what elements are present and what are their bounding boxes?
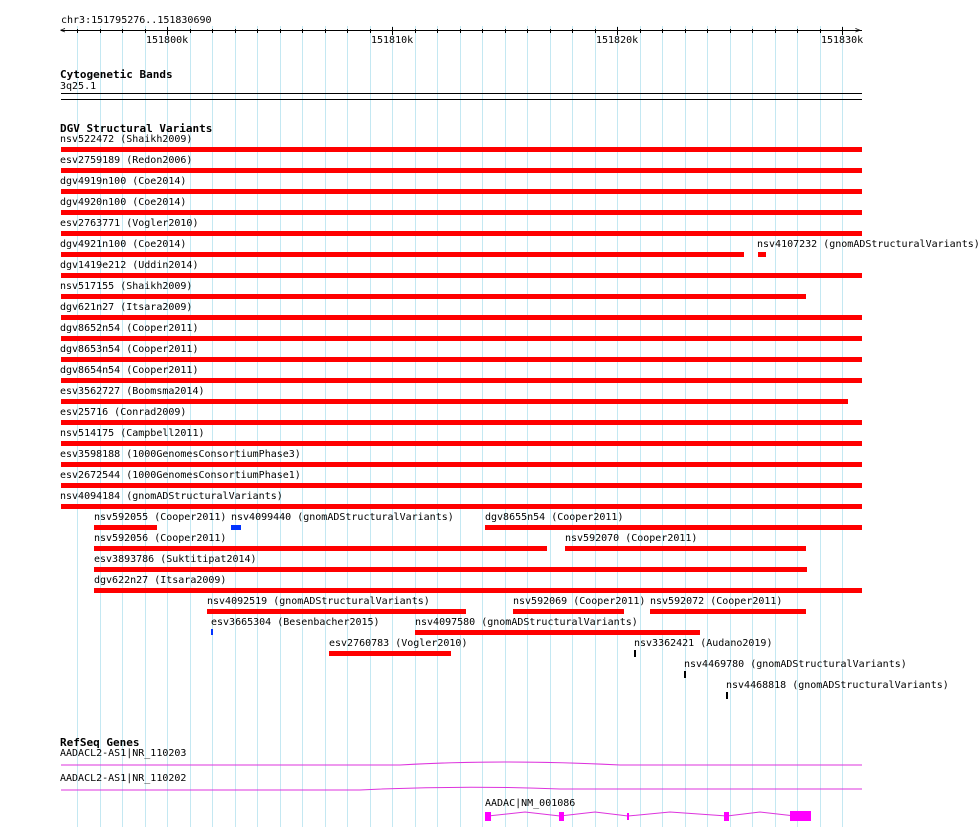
variant-label: nsv514175 (Campbell2011) xyxy=(60,428,205,439)
ruler-minor-tick xyxy=(235,29,236,33)
variant-label: esv3562727 (Boomsma2014) xyxy=(60,386,205,397)
ruler-tick-label: 151830k xyxy=(821,35,864,46)
cytoband-line-top xyxy=(61,93,862,94)
variant-label: nsv4092519 (gnomADStructuralVariants) xyxy=(207,596,430,607)
variant-bar[interactable] xyxy=(565,546,806,551)
ruler-major-tick xyxy=(842,27,843,35)
variant-label: dgv8655n54 (Cooper2011) xyxy=(485,512,624,523)
ruler-minor-tick xyxy=(775,29,776,33)
variant-bar[interactable] xyxy=(61,462,862,467)
variant-label: nsv592056 (Cooper2011) xyxy=(94,533,227,544)
variant-label: nsv517155 (Shaikh2009) xyxy=(60,281,193,292)
ruler-minor-tick xyxy=(640,29,641,33)
ruler-minor-tick xyxy=(370,29,371,33)
variant-label: nsv592069 (Cooper2011) xyxy=(513,596,646,607)
variant-bar[interactable] xyxy=(61,252,744,257)
variant-bar[interactable] xyxy=(758,252,766,257)
ruler-tick-label: 151820k xyxy=(596,35,639,46)
variant-bar[interactable] xyxy=(650,609,806,614)
variant-label: dgv4920n100 (Coe2014) xyxy=(60,197,187,208)
variant-label: dgv4919n100 (Coe2014) xyxy=(60,176,187,187)
variant-mark[interactable] xyxy=(726,692,728,699)
variant-bar[interactable] xyxy=(94,546,547,551)
variant-bar[interactable] xyxy=(61,189,862,194)
ruler-minor-tick xyxy=(820,29,821,33)
variant-label: nsv592055 (Cooper2011) xyxy=(94,512,227,523)
ruler-minor-tick xyxy=(797,29,798,33)
variant-label: dgv8652n54 (Cooper2011) xyxy=(60,323,199,334)
variant-bar[interactable] xyxy=(61,399,848,404)
variant-bar[interactable] xyxy=(61,483,862,488)
cytoband-track-title: Cytogenetic Bands xyxy=(60,68,173,81)
ruler-major-tick xyxy=(392,27,393,35)
ruler-minor-tick xyxy=(302,29,303,33)
variant-label: nsv4107232 (gnomADStructuralVariants) xyxy=(757,239,980,250)
variant-label: dgv621n27 (Itsara2009) xyxy=(60,302,193,313)
variant-label: nsv592072 (Cooper2011) xyxy=(650,596,783,607)
ruler-minor-tick xyxy=(460,29,461,33)
variant-mark[interactable] xyxy=(634,650,636,657)
ruler-minor-tick xyxy=(685,29,686,33)
gene-structure[interactable] xyxy=(0,760,890,772)
ruler-minor-tick xyxy=(122,29,123,33)
ruler-minor-tick xyxy=(212,29,213,33)
refseq-track-title: RefSeq Genes xyxy=(60,736,140,749)
cytoband-line-bottom xyxy=(61,99,862,100)
variant-label: nsv522472 (Shaikh2009) xyxy=(60,134,193,145)
variant-bar[interactable] xyxy=(61,231,862,236)
variant-label: nsv4469780 (gnomADStructuralVariants) xyxy=(684,659,907,670)
ruler-axis xyxy=(61,30,862,31)
cytoband-label: 3q25.1 xyxy=(60,81,97,92)
variant-bar[interactable] xyxy=(61,210,862,215)
ruler-tick-label: 151810k xyxy=(371,35,414,46)
variant-bar[interactable] xyxy=(61,168,862,173)
variant-bar[interactable] xyxy=(61,294,806,299)
variant-label: esv3598188 (1000GenomesConsortiumPhase3) xyxy=(60,449,301,460)
variant-bar[interactable] xyxy=(61,441,862,446)
gene-structure[interactable] xyxy=(0,785,890,797)
ruler-minor-tick xyxy=(505,29,506,33)
ruler-minor-tick xyxy=(550,29,551,33)
ruler-minor-tick xyxy=(730,29,731,33)
variant-label: esv25716 (Conrad2009) xyxy=(60,407,187,418)
ruler-minor-tick xyxy=(100,29,101,33)
ruler-minor-tick xyxy=(325,29,326,33)
variant-bar[interactable] xyxy=(94,588,862,593)
variant-bar[interactable] xyxy=(61,357,862,362)
ruler-tick-label: 151800k xyxy=(146,35,189,46)
ruler-minor-tick xyxy=(145,29,146,33)
variant-bar[interactable] xyxy=(61,336,862,341)
variant-label: nsv4468818 (gnomADStructuralVariants) xyxy=(726,680,949,691)
variant-label: dgv8654n54 (Cooper2011) xyxy=(60,365,199,376)
ruler-minor-tick xyxy=(77,29,78,33)
ruler-minor-tick xyxy=(482,29,483,33)
variant-bar[interactable] xyxy=(61,315,862,320)
variant-label: esv2672544 (1000GenomesConsortiumPhase1) xyxy=(60,470,301,481)
variant-label: dgv1419e212 (Uddin2014) xyxy=(60,260,199,271)
ruler-minor-tick xyxy=(527,29,528,33)
gene-label: AADACL2-AS1|NR_110202 xyxy=(60,773,187,784)
ruler-minor-tick xyxy=(415,29,416,33)
gene-label: AADACL2-AS1|NR_110203 xyxy=(60,748,187,759)
gene-structure[interactable] xyxy=(0,808,890,827)
ruler-minor-tick xyxy=(280,29,281,33)
ruler-minor-tick xyxy=(190,29,191,33)
variant-bar[interactable] xyxy=(207,609,466,614)
variant-bar[interactable] xyxy=(329,651,451,656)
ruler-minor-tick xyxy=(437,29,438,33)
variant-bar[interactable] xyxy=(415,630,700,635)
region-label: chr3:151795276..151830690 xyxy=(61,15,212,26)
ruler-minor-tick xyxy=(572,29,573,33)
variant-bar[interactable] xyxy=(485,525,862,530)
ruler-minor-tick xyxy=(347,29,348,33)
variant-label: esv2759189 (Redon2006) xyxy=(60,155,193,166)
variant-mark[interactable] xyxy=(684,671,686,678)
variant-label: dgv4921n100 (Coe2014) xyxy=(60,239,187,250)
variant-label: nsv592070 (Cooper2011) xyxy=(565,533,698,544)
variant-label: dgv622n27 (Itsara2009) xyxy=(94,575,227,586)
variant-label: dgv8653n54 (Cooper2011) xyxy=(60,344,199,355)
variant-bar[interactable] xyxy=(61,378,862,383)
ruler-minor-tick xyxy=(595,29,596,33)
variant-label: nsv4097580 (gnomADStructuralVariants) xyxy=(415,617,638,628)
dgv-track-title: DGV Structural Variants xyxy=(60,122,213,135)
variant-bar[interactable] xyxy=(513,609,624,614)
variant-label: nsv4094184 (gnomADStructuralVariants) xyxy=(60,491,283,502)
variant-label: esv3893786 (Suktitipat2014) xyxy=(94,554,257,565)
variant-bar[interactable] xyxy=(231,525,241,530)
variant-bar[interactable] xyxy=(61,273,862,278)
variant-bar[interactable] xyxy=(61,147,862,152)
variant-label: esv2763771 (Vogler2010) xyxy=(60,218,199,229)
variant-bar[interactable] xyxy=(94,567,807,572)
variant-bar[interactable] xyxy=(61,504,862,509)
variant-label: nsv4099440 (gnomADStructuralVariants) xyxy=(231,512,454,523)
ruler-minor-tick xyxy=(257,29,258,33)
ruler-major-tick xyxy=(617,27,618,35)
ruler-major-tick xyxy=(167,27,168,35)
ruler-minor-tick xyxy=(662,29,663,33)
gene-label: AADAC|NM_001086 xyxy=(485,798,576,809)
ruler-right-arrow: > xyxy=(855,26,861,36)
ruler-minor-tick xyxy=(752,29,753,33)
variant-label: esv2760783 (Vogler2010) xyxy=(329,638,468,649)
variant-bar[interactable] xyxy=(61,420,862,425)
ruler-minor-tick xyxy=(707,29,708,33)
ruler-left-arrow: < xyxy=(60,26,66,36)
variant-bar[interactable] xyxy=(94,525,157,530)
variant-label: nsv3362421 (Audano2019) xyxy=(634,638,773,649)
variant-mark[interactable] xyxy=(211,629,213,635)
variant-label: esv3665304 (Besenbacher2015) xyxy=(211,617,380,628)
